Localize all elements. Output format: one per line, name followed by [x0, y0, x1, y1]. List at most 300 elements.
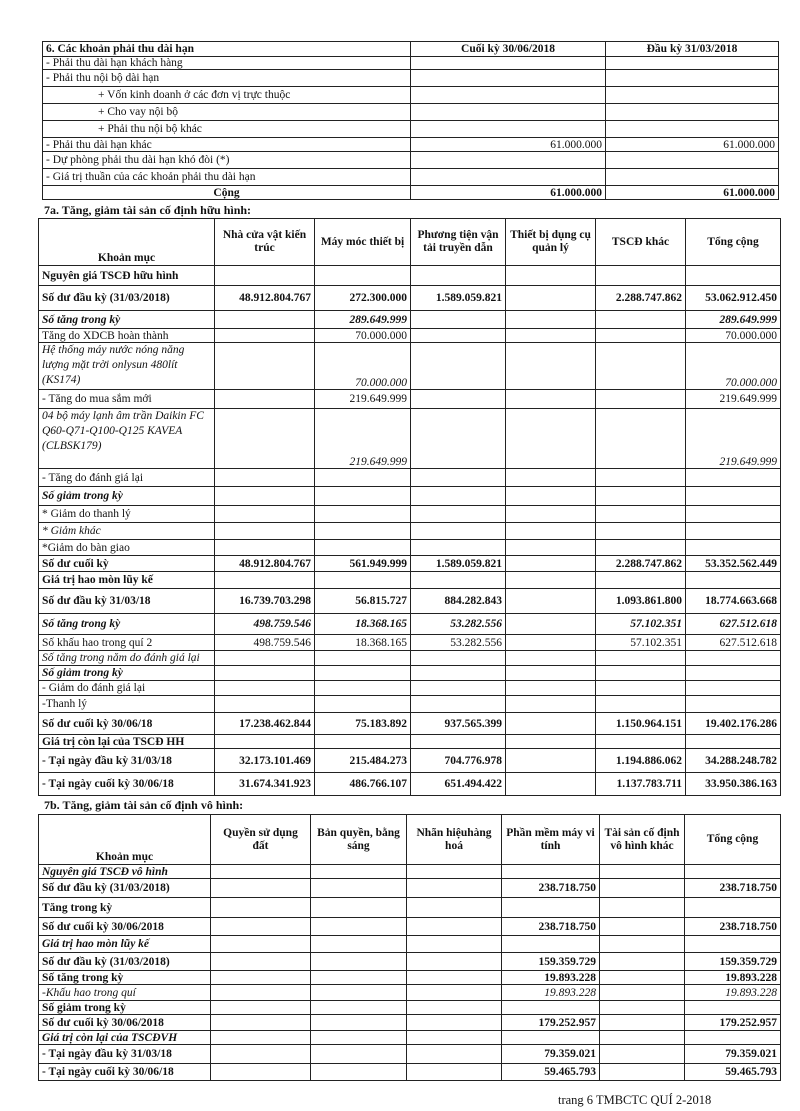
cell-value: [411, 390, 506, 409]
cell-value: [596, 735, 686, 749]
cell-value: [506, 540, 596, 556]
row-label: - Tăng do đánh giá lại: [39, 469, 215, 487]
cell-value: [502, 936, 600, 953]
cell-value: [215, 506, 315, 523]
row-label: Tăng trong kỳ: [39, 898, 211, 918]
table-row: [39, 540, 781, 556]
cell-value: [506, 556, 596, 572]
table-row: [39, 635, 781, 651]
cell-value: [215, 469, 315, 487]
table-row: [39, 614, 781, 635]
cell-value: [686, 651, 781, 666]
cell-value: 57.102.351: [596, 614, 686, 635]
cell-value: 79.359.021: [685, 1045, 781, 1064]
cell-value: [315, 523, 411, 540]
row-label: Số tăng trong kỳ: [39, 311, 215, 329]
row-label: Giá trị hao mòn lũy kế: [39, 572, 215, 589]
cell-value: [215, 572, 315, 589]
cell-value: [215, 409, 315, 469]
cell-value: 18.368.165: [315, 614, 411, 635]
table-row: [39, 651, 781, 666]
cell-value: 1.194.886.062: [596, 749, 686, 773]
table-row: [39, 953, 781, 971]
cell-value: 70.000.000: [315, 329, 411, 343]
table-row: [39, 506, 781, 523]
table-row: [39, 409, 781, 469]
cell-value: 219.649.999: [686, 409, 781, 469]
row-label: - Tăng do mua sắm mới: [39, 390, 215, 409]
cell-value: [506, 266, 596, 286]
cell-value: [502, 1001, 600, 1015]
cell-value: [311, 953, 407, 971]
cell-value: 19.893.228: [502, 985, 600, 1001]
cell-value: 219.649.999: [315, 409, 411, 469]
value-end-period: [411, 57, 606, 70]
cell-value: 289.649.999: [686, 311, 781, 329]
cell-value: 19.893.228: [502, 971, 600, 985]
row-label: -Thanh lý: [39, 696, 215, 713]
cell-value: [407, 1001, 502, 1015]
cell-value: [685, 936, 781, 953]
row-label: Hệ thống máy nước nóng năng lượng mặt trời onlysun 480lít (KS174): [39, 343, 215, 390]
row-label: Số dư cuối kỳ: [39, 556, 215, 572]
cell-value: [407, 918, 502, 936]
cell-value: 289.649.999: [315, 311, 411, 329]
col-begin-period: Đầu kỳ 31/03/2018: [606, 42, 779, 57]
row-label: - Phải thu dài hạn khác: [43, 138, 411, 152]
cell-value: [685, 865, 781, 879]
cell-value: 937.565.399: [411, 713, 506, 735]
cell-value: 219.649.999: [315, 390, 411, 409]
cell-value: 70.000.000: [686, 329, 781, 343]
table-row: [39, 985, 781, 1001]
row-label: - Tại ngày đầu kỳ 31/03/18: [39, 1045, 211, 1064]
cell-value: [596, 696, 686, 713]
cell-value: 75.183.892: [315, 713, 411, 735]
cell-value: [315, 735, 411, 749]
row-label: Số dư đầu kỳ (31/03/2018): [39, 879, 211, 898]
value-end-period: [411, 70, 606, 87]
row-label: 04 bộ máy lạnh âm trần Daikin FC Q60-Q71-Q100-Q125 KAVEA (CLBSK179): [39, 409, 215, 469]
cell-value: [686, 487, 781, 506]
row-label: Số tăng trong kỳ: [39, 614, 215, 635]
cell-value: [215, 540, 315, 556]
column-header: Nhãn hiệuhàng hoá: [407, 815, 502, 865]
cell-value: [407, 879, 502, 898]
cell-value: 56.815.727: [315, 589, 411, 614]
cell-value: [411, 696, 506, 713]
cell-value: [411, 469, 506, 487]
cell-value: [215, 343, 315, 390]
cell-value: 17.238.462.844: [215, 713, 315, 735]
cell-value: [685, 1001, 781, 1015]
cell-value: 238.718.750: [685, 918, 781, 936]
row-label: Giá trị còn lại của TSCĐVH: [39, 1031, 211, 1045]
cell-value: 1.589.059.821: [411, 556, 506, 572]
cell-value: [506, 487, 596, 506]
cell-value: 48.912.804.767: [215, 286, 315, 311]
cell-value: [600, 971, 685, 985]
receivables-table: [42, 41, 779, 200]
cell-value: [211, 1045, 311, 1064]
cell-value: [596, 572, 686, 589]
tangible-assets-table: [38, 218, 781, 796]
cell-value: [315, 651, 411, 666]
cell-value: [596, 487, 686, 506]
cell-value: [600, 1031, 685, 1045]
row-label: Số dư đầu kỳ (31/03/2018): [39, 286, 215, 311]
cell-value: 498.759.546: [215, 635, 315, 651]
cell-value: [315, 572, 411, 589]
table-row: [39, 487, 781, 506]
row-label: Nguyên giá TSCĐ hữu hình: [39, 266, 215, 286]
cell-value: [506, 681, 596, 696]
cell-value: [411, 666, 506, 681]
cell-value: 1.093.861.800: [596, 589, 686, 614]
cell-value: [411, 735, 506, 749]
cell-value: [502, 865, 600, 879]
cell-value: 1.150.964.151: [596, 713, 686, 735]
cell-value: 31.674.341.923: [215, 773, 315, 796]
cell-value: [315, 487, 411, 506]
cell-value: [407, 898, 502, 918]
column-header: Phần mềm máy vi tính: [502, 815, 600, 865]
cell-value: 53.282.556: [411, 635, 506, 651]
cell-value: [311, 985, 407, 1001]
cell-value: [315, 540, 411, 556]
cell-value: [411, 311, 506, 329]
table-row: [39, 390, 781, 409]
cell-value: [596, 343, 686, 390]
cell-value: [411, 266, 506, 286]
cell-value: [215, 651, 315, 666]
cell-value: [502, 898, 600, 918]
row-label: - Phải thu dài hạn khách hàng: [43, 57, 411, 70]
row-label: Giá trị hao mòn lũy kế: [39, 936, 211, 953]
table-row: [43, 138, 779, 152]
table-row: [39, 1015, 781, 1031]
table-row: [39, 556, 781, 572]
row-label: Số khấu hao trong quí 2: [39, 635, 215, 651]
cell-value: [411, 540, 506, 556]
cell-value: 32.173.101.469: [215, 749, 315, 773]
total-end-period: 61.000.000: [411, 186, 606, 200]
cell-value: [686, 696, 781, 713]
cell-value: [600, 1015, 685, 1031]
row-label: -Khấu hao trong quí: [39, 985, 211, 1001]
cell-value: [685, 1031, 781, 1045]
cell-value: [215, 311, 315, 329]
cell-value: [315, 266, 411, 286]
cell-value: [311, 971, 407, 985]
cell-value: 651.494.422: [411, 773, 506, 796]
cell-value: [600, 953, 685, 971]
cell-value: [600, 1064, 685, 1081]
row-label: Số tăng trong năm do đánh giá lại: [39, 651, 215, 666]
cell-value: [211, 879, 311, 898]
cell-value: [215, 523, 315, 540]
row-label: Số tăng trong kỳ: [39, 971, 211, 985]
cell-value: [211, 985, 311, 1001]
row-label: Nguyên giá TSCĐ vô hình: [39, 865, 211, 879]
cell-value: [686, 666, 781, 681]
cell-value: [596, 666, 686, 681]
cell-value: 884.282.843: [411, 589, 506, 614]
value-begin-period: 61.000.000: [606, 138, 779, 152]
cell-value: [506, 713, 596, 735]
table-row: [39, 469, 781, 487]
column-header: Bản quyền, bằng sáng: [311, 815, 407, 865]
cell-value: 179.252.957: [685, 1015, 781, 1031]
cell-value: [596, 390, 686, 409]
cell-value: [407, 985, 502, 1001]
table-row: [39, 1045, 781, 1064]
cell-value: 70.000.000: [686, 343, 781, 390]
row-label: - Giá trị thuần của các khoản phải thu dài hạn: [43, 169, 411, 186]
cell-value: [506, 469, 596, 487]
row-label: Số dư đầu kỳ 31/03/18: [39, 589, 215, 614]
cell-value: [600, 985, 685, 1001]
column-header: Khoản mục: [39, 815, 211, 865]
table-row: [39, 879, 781, 898]
cell-value: 2.288.747.862: [596, 286, 686, 311]
cell-value: 159.359.729: [502, 953, 600, 971]
cell-value: [600, 936, 685, 953]
cell-value: [311, 918, 407, 936]
cell-value: 19.402.176.286: [686, 713, 781, 735]
cell-value: [411, 651, 506, 666]
cell-value: [311, 1045, 407, 1064]
value-begin-period: [606, 121, 779, 138]
table-row: [39, 666, 781, 681]
cell-value: [506, 329, 596, 343]
value-end-period: [411, 121, 606, 138]
cell-value: 498.759.546: [215, 614, 315, 635]
row-label: Giá trị còn lại của TSCĐ HH: [39, 735, 215, 749]
table-row: [39, 918, 781, 936]
row-label: Số giảm trong kỳ: [39, 666, 215, 681]
value-begin-period: [606, 104, 779, 121]
page-footer: trang 6 TMBCTC QUÍ 2-2018: [558, 1093, 712, 1107]
cell-value: [407, 1015, 502, 1031]
value-begin-period: [606, 57, 779, 70]
cell-value: 215.484.273: [315, 749, 411, 773]
cell-value: [407, 865, 502, 879]
row-label: - Tại ngày cuối kỳ 30/06/18: [39, 773, 215, 796]
cell-value: [506, 343, 596, 390]
cell-value: [596, 651, 686, 666]
cell-value: [411, 343, 506, 390]
cell-value: [596, 506, 686, 523]
col-end-period: Cuối kỳ 30/06/2018: [411, 42, 606, 57]
cell-value: 1.137.783.711: [596, 773, 686, 796]
cell-value: [315, 666, 411, 681]
row-label: + Phải thu nội bộ khác: [43, 121, 411, 138]
cell-value: [315, 681, 411, 696]
cell-value: [596, 681, 686, 696]
row-label: Số dư cuối kỳ 30/06/18: [39, 713, 215, 735]
cell-value: 2.288.747.862: [596, 556, 686, 572]
cell-value: [407, 1031, 502, 1045]
cell-value: [600, 1001, 685, 1015]
table-row: [39, 749, 781, 773]
cell-value: [407, 971, 502, 985]
section-7a-title: 7a. Tăng, giảm tài sản cố định hữu hình:: [44, 203, 252, 217]
column-header: Máy móc thiết bị: [315, 219, 411, 266]
table-row: [39, 311, 781, 329]
cell-value: 627.512.618: [686, 614, 781, 635]
cell-value: [211, 1015, 311, 1031]
value-end-period: 61.000.000: [411, 138, 606, 152]
cell-value: [506, 409, 596, 469]
row-label: - Tại ngày cuối kỳ 30/06/18: [39, 1064, 211, 1081]
cell-value: [411, 523, 506, 540]
cell-value: [506, 311, 596, 329]
cell-value: [600, 865, 685, 879]
cell-value: [407, 1045, 502, 1064]
row-label: + Cho vay nội bộ: [43, 104, 411, 121]
cell-value: [411, 409, 506, 469]
cell-value: [215, 329, 315, 343]
table-row: [43, 121, 779, 138]
row-label: * Giảm khác: [39, 523, 215, 540]
cell-value: [600, 1045, 685, 1064]
cell-value: [506, 696, 596, 713]
value-end-period: [411, 152, 606, 169]
cell-value: [211, 936, 311, 953]
cell-value: [411, 506, 506, 523]
cell-value: [411, 681, 506, 696]
cell-value: [506, 773, 596, 796]
cell-value: [215, 696, 315, 713]
value-begin-period: [606, 169, 779, 186]
cell-value: [407, 936, 502, 953]
cell-value: [311, 879, 407, 898]
cell-value: [215, 266, 315, 286]
cell-value: 18.368.165: [315, 635, 411, 651]
cell-value: 486.766.107: [315, 773, 411, 796]
row-label: Số dư đầu kỳ (31/03/2018): [39, 953, 211, 971]
table-row: [39, 572, 781, 589]
intangible-assets-table: [38, 814, 781, 1081]
cell-value: 57.102.351: [596, 635, 686, 651]
cell-value: [506, 286, 596, 311]
cell-value: [596, 266, 686, 286]
cell-value: 33.950.386.163: [686, 773, 781, 796]
value-end-period: [411, 87, 606, 104]
column-header: Thiết bị dụng cụ quản lý: [506, 219, 596, 266]
column-header: Nhà cửa vật kiến trúc: [215, 219, 315, 266]
cell-value: [311, 865, 407, 879]
cell-value: [600, 918, 685, 936]
column-header: Quyền sử dụng đất: [211, 815, 311, 865]
cell-value: [411, 572, 506, 589]
cell-value: [215, 487, 315, 506]
cell-value: 18.774.663.668: [686, 589, 781, 614]
cell-value: 1.589.059.821: [411, 286, 506, 311]
total-row: [43, 186, 779, 200]
row-label: - Phải thu nội bộ dài hạn: [43, 70, 411, 87]
cell-value: [311, 898, 407, 918]
cell-value: [411, 487, 506, 506]
column-header: Tài sản cố định vô hình khác: [600, 815, 685, 865]
row-label: Số dư cuối kỳ 30/06/2018: [39, 1015, 211, 1031]
row-label: Số dư cuối kỳ 30/06/2018: [39, 918, 211, 936]
cell-value: 19.893.228: [685, 971, 781, 985]
cell-value: [311, 936, 407, 953]
cell-value: 48.912.804.767: [215, 556, 315, 572]
row-label: Số giảm trong kỳ: [39, 1001, 211, 1015]
table-row: [39, 773, 781, 796]
cell-value: [506, 589, 596, 614]
cell-value: [311, 1015, 407, 1031]
cell-value: [211, 865, 311, 879]
cell-value: 159.359.729: [685, 953, 781, 971]
table-row: [39, 898, 781, 918]
cell-value: 179.252.957: [502, 1015, 600, 1031]
table-row: [39, 589, 781, 614]
column-header: Tổng cộng: [685, 815, 781, 865]
cell-value: [686, 523, 781, 540]
cell-value: [211, 971, 311, 985]
table-row: [39, 696, 781, 713]
cell-value: [311, 1001, 407, 1015]
table-row: [39, 343, 781, 390]
cell-value: 34.288.248.782: [686, 749, 781, 773]
column-header: Phương tiện vận tải truyền dẫn: [411, 219, 506, 266]
table-row: [39, 1064, 781, 1081]
cell-value: [600, 879, 685, 898]
cell-value: 238.718.750: [685, 879, 781, 898]
value-end-period: [411, 169, 606, 186]
cell-value: [686, 266, 781, 286]
table-row: [43, 70, 779, 87]
table-row: [39, 1031, 781, 1045]
cell-value: [315, 469, 411, 487]
cell-value: [506, 572, 596, 589]
cell-value: [686, 540, 781, 556]
table-row: [39, 735, 781, 749]
table-row: [39, 865, 781, 879]
cell-value: [686, 572, 781, 589]
row-label: *Giảm do bàn giao: [39, 540, 215, 556]
table-row: [43, 104, 779, 121]
cell-value: [596, 329, 686, 343]
cell-value: 59.465.793: [685, 1064, 781, 1081]
cell-value: 272.300.000: [315, 286, 411, 311]
cell-value: 238.718.750: [502, 918, 600, 936]
table-row: [43, 87, 779, 104]
cell-value: [215, 390, 315, 409]
cell-value: [506, 749, 596, 773]
value-begin-period: [606, 152, 779, 169]
cell-value: [311, 1064, 407, 1081]
cell-value: 19.893.228: [685, 985, 781, 1001]
cell-value: 53.352.562.449: [686, 556, 781, 572]
table-row: [43, 169, 779, 186]
table-row: [43, 57, 779, 70]
cell-value: [211, 1001, 311, 1015]
cell-value: [411, 329, 506, 343]
cell-value: 53.062.912.450: [686, 286, 781, 311]
value-end-period: [411, 104, 606, 121]
column-header: Tổng cộng: [686, 219, 781, 266]
cell-value: [506, 506, 596, 523]
row-label: - Giảm do đánh giá lại: [39, 681, 215, 696]
cell-value: [215, 666, 315, 681]
cell-value: [407, 953, 502, 971]
cell-value: [600, 898, 685, 918]
